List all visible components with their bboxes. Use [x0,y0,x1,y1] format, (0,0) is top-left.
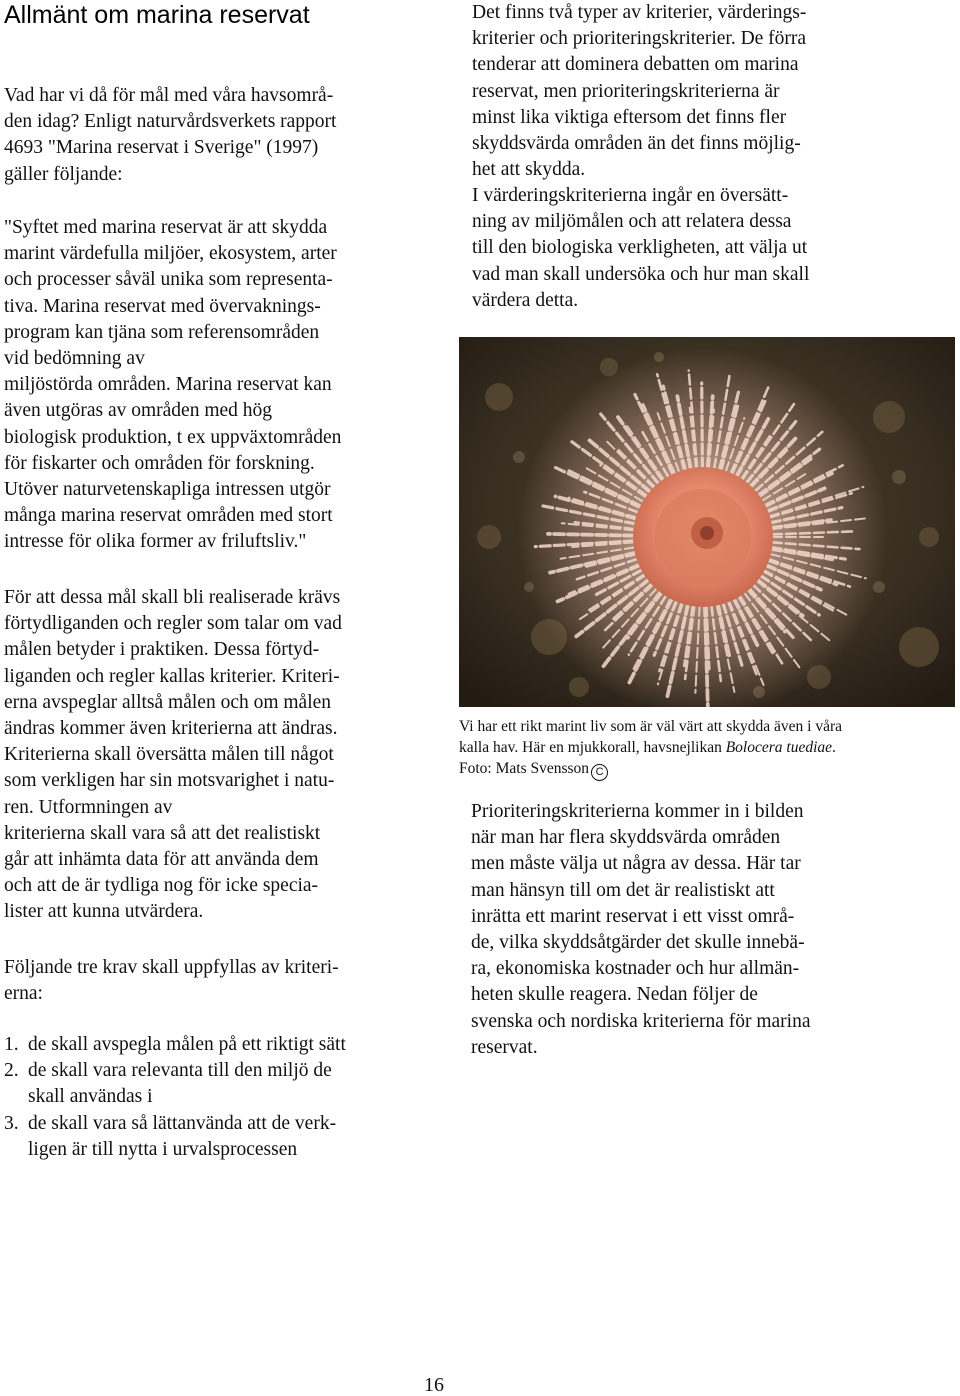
criteria-types-paragraph: Det finns två typer av kriterier, värderings- kriterier och prioriteringskriterier. De förra tenderar att dominera debatten om marina reservat, men prioriteringskriterierna är minst lika viktiga eftersom det finns fler skyddsvärda områden än det finns möjlig- het att skydda. [472,2,807,181]
page-number: 16 [424,1374,444,1396]
list-item [4,1111,346,1163]
requirements-list [4,1032,346,1163]
list-item-number: 3. [4,1112,19,1134]
photo-caption [459,716,842,781]
requirements-intro: Följande tre krav skall uppfyllas av kriteri- erna: [4,957,339,1005]
list-item-text: de skall vara relevanta till den miljö de skall användas i [28,1060,332,1108]
criteria-paragraph: För att dessa mål skall bli realiserade krävs förtydliganden och regler som talar om vad målen betyder i praktiken. Dessa förtyd- liganden och regler kallas kriterier. Kriteri- erna avspeglar alltså målen och om målen ändras kommer även kriterierna att ändras. Kriterierna skall översätta målen till något som verkligen har sin motsvarighet i natu- ren. Utformningen av kriterierna skall vara så att det realistiskt går att inhämta data för att använda dem och att de är tydliga nog för icke specia- lister att kunna utvärdera. [4,587,342,923]
prioritization-paragraph: Prioriteringskriterierna kommer in i bilden när man har flera skyddsvärda områden men måste välja ut några av dessa. Här tar man hänsyn till om det är realistiskt att inrätta ett marint reservat i ett visst områ- de, vilka skyddsåtgärder det skulle innebä- ra, ekonomiska kostnader och hur allmän- heten skulle reagera. Nedan följer de svenska och nordiska kriterierna för marina reservat. [471,801,811,1058]
caption-text-end: . [832,739,836,756]
photo-credit: Foto: Mats Svensson [459,760,590,777]
caption-species: Bolocera tuediae [725,739,833,756]
caption-text: kalla hav. Här en mjukkorall, havsnejlikan [459,739,726,756]
caption-line-1: Vi har ett rikt marint liv som är väl värt att skydda även i våra [459,718,843,735]
list-item-number: 2. [4,1060,19,1082]
quote-paragraph: "Syftet med marina reservat är att skydda marint värdefulla miljöer, ekosystem, arter och processer såväl unika som representa- tiva. Marina reservat med övervaknings- program kan tjäna som referensområden vid bedömning av miljöstörda områden. Marina reservat kan även utgöras av områden med hög biologisk produktion, t ex uppväxtområden för fiskarter och områden för forskning. Utöver naturvetenskapliga intressen utgör många marina reservat områden med stort intresse för olika former av friluftsliv." [4,217,342,553]
intro-paragraph: Vad har vi då för mål med våra havsområ- den idag? Enligt naturvårdsverkets rapport 4693 "Marina reservat i Sverige" (1997) gäller följande: [4,85,337,185]
list-item-text: de skall vara så lättanvända att de verk- ligen är till nytta i urvalsprocessen [28,1112,337,1160]
list-item [4,1058,346,1110]
list-item-text: de skall avspegla målen på ett riktigt sätt [28,1034,346,1055]
list-item-number: 1. [4,1034,19,1055]
valuation-criteria-paragraph: I värderingskriterierna ingår en översätt- ning av miljömålen och att relatera dessa till den biologiska verkligheten, att välja ut vad man skall undersöka och hur man skall värdera detta. [472,185,810,311]
copyright-icon: C [591,764,608,781]
tentacle [548,534,648,536]
sea-anemone-photo [459,337,955,707]
page-title: Allmänt om marina reservat [4,1,310,29]
list-item [4,1032,346,1058]
